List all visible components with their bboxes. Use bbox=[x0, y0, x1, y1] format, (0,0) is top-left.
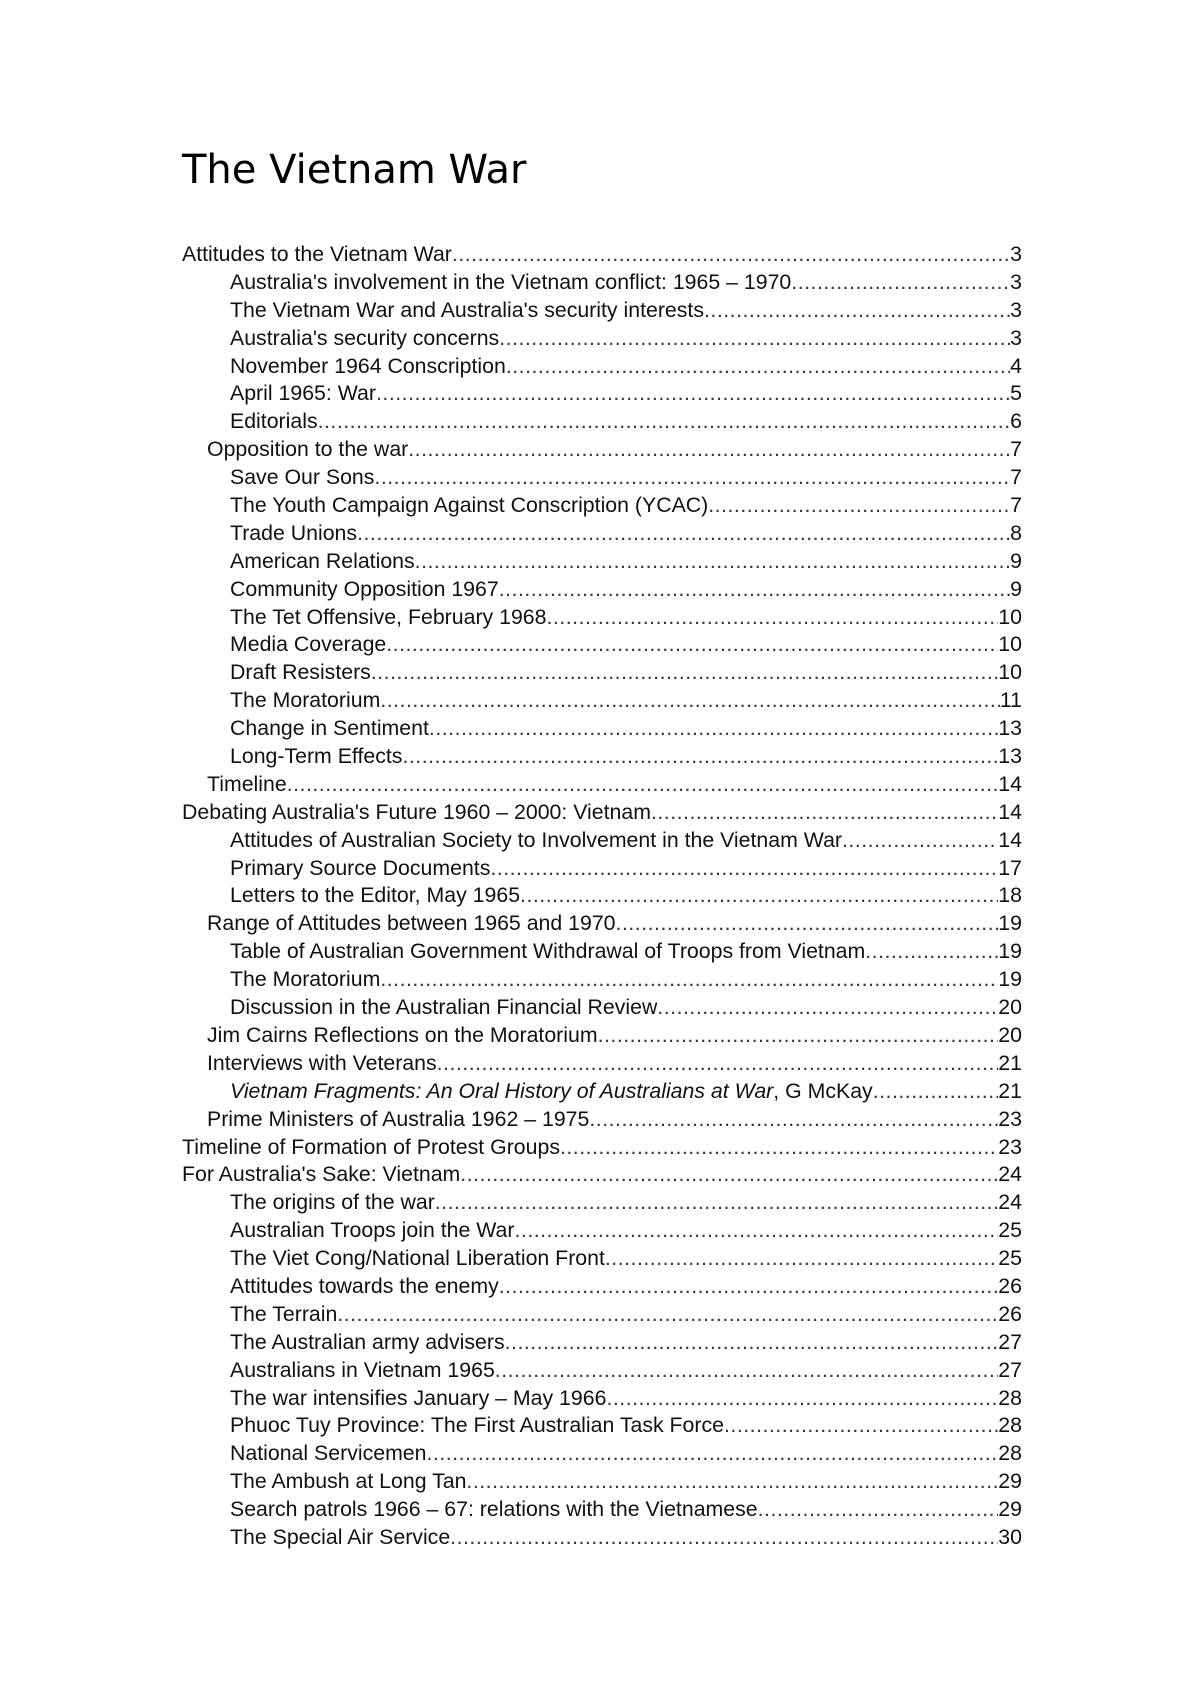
toc-entry-title: Range of Attitudes between 1965 and 1970 bbox=[207, 911, 616, 936]
toc-entry[interactable] bbox=[182, 1217, 1022, 1245]
toc-page-number: 3 bbox=[1010, 269, 1022, 294]
toc-entry-label bbox=[230, 1189, 435, 1217]
toc-page-number: 29 bbox=[998, 1497, 1022, 1522]
toc-page-number: 21 bbox=[998, 1050, 1022, 1075]
toc-page-number: 28 bbox=[998, 1413, 1022, 1438]
toc-dot-leader bbox=[865, 938, 998, 966]
toc-entry-title: Community Opposition 1967 bbox=[230, 576, 499, 601]
toc-dot-leader bbox=[450, 1524, 998, 1552]
toc-page-number: 19 bbox=[998, 967, 1022, 992]
toc-entry-title: Opposition to the war bbox=[207, 437, 409, 462]
toc-entry-label bbox=[182, 1161, 460, 1189]
toc-entry[interactable] bbox=[182, 1189, 1022, 1217]
toc-entry-title: Australians in Vietnam 1965 bbox=[230, 1357, 495, 1382]
toc-entry-title: November 1964 Conscription bbox=[230, 353, 506, 378]
toc-page-number: 13 bbox=[998, 716, 1022, 741]
toc-entry-label bbox=[207, 910, 616, 938]
toc-entry[interactable] bbox=[182, 269, 1022, 297]
toc-entry[interactable] bbox=[182, 1050, 1022, 1078]
toc-page-number: 11 bbox=[999, 688, 1022, 713]
toc-entry-title: The Youth Campaign Against Conscription (YCAC) bbox=[230, 493, 709, 518]
toc-page-number: 3 bbox=[1010, 325, 1022, 350]
toc-entry[interactable] bbox=[182, 1273, 1022, 1301]
toc-page-number: 3 bbox=[1010, 242, 1022, 266]
toc-entry-label bbox=[230, 631, 386, 659]
toc-dot-leader bbox=[499, 1273, 999, 1301]
toc-entry-title: The Tet Offensive, February 1968 bbox=[230, 604, 547, 629]
toc-page-number: 24 bbox=[998, 1190, 1022, 1215]
toc-dot-leader bbox=[499, 325, 1010, 353]
toc-page-number: 13 bbox=[998, 744, 1022, 769]
toc-dot-leader bbox=[589, 1106, 998, 1134]
toc-entry-title: Discussion in the Australian Financial Review bbox=[230, 995, 658, 1020]
toc-entry-label bbox=[230, 1078, 873, 1106]
toc-page-number: 27 bbox=[998, 1329, 1022, 1354]
toc-entry-title: The Australian army advisers bbox=[230, 1329, 505, 1354]
toc-page-number: 7 bbox=[1010, 465, 1022, 490]
toc-dot-leader bbox=[791, 269, 1010, 297]
toc-entry[interactable] bbox=[182, 1301, 1022, 1329]
toc-entry-label bbox=[230, 464, 374, 492]
toc-page-number: 21 bbox=[998, 1078, 1022, 1103]
toc-entry[interactable] bbox=[182, 1385, 1022, 1413]
toc-entry-title: Long-Term Effects bbox=[230, 744, 403, 769]
toc-page-number: 14 bbox=[998, 799, 1022, 824]
toc-entry-title: Attitudes to the Vietnam War bbox=[182, 242, 452, 266]
toc-entry[interactable] bbox=[182, 436, 1022, 464]
toc-entry-label bbox=[207, 1050, 437, 1078]
toc-entry[interactable] bbox=[182, 353, 1022, 381]
toc-dot-leader bbox=[287, 771, 999, 799]
toc-entry[interactable] bbox=[182, 1106, 1022, 1134]
toc-dot-leader bbox=[514, 1217, 998, 1245]
toc-entry-title: The origins of the war bbox=[230, 1190, 435, 1215]
toc-dot-leader bbox=[873, 1078, 999, 1106]
toc-dot-leader bbox=[318, 408, 1011, 436]
toc-entry-title: Phuoc Tuy Province: The First Australian Task Force bbox=[230, 1413, 724, 1438]
toc-entry-title: Letters to the Editor, May 1965 bbox=[230, 883, 521, 908]
toc-entry-title: April 1965: War bbox=[230, 381, 376, 406]
toc-dot-leader bbox=[435, 1189, 999, 1217]
toc-entry-label bbox=[230, 1357, 495, 1385]
toc-entry[interactable] bbox=[182, 1022, 1022, 1050]
toc-entry-title: Australia's security concerns bbox=[230, 325, 500, 350]
toc-entry-label bbox=[230, 325, 499, 353]
toc-entry-label bbox=[230, 380, 376, 408]
toc-entry-title: Table of Australian Government Withdrawal of Troops from Vietnam bbox=[230, 939, 866, 964]
toc-entry-label bbox=[230, 994, 657, 1022]
toc-entry-label bbox=[230, 1301, 337, 1329]
toc-entry[interactable] bbox=[182, 1524, 1022, 1552]
toc-entry-title: Interviews with Veterans bbox=[207, 1050, 437, 1075]
toc-page-number: 10 bbox=[998, 632, 1022, 657]
toc-entry-label bbox=[230, 715, 429, 743]
toc-entry[interactable] bbox=[182, 520, 1022, 548]
toc-page-number: 29 bbox=[998, 1469, 1022, 1494]
toc-entry-title: Attitudes of Australian Society to Involvement in the Vietnam War bbox=[230, 827, 843, 852]
toc-dot-leader bbox=[371, 659, 998, 687]
toc-page-number: 14 bbox=[998, 771, 1022, 796]
toc-page-number: 19 bbox=[998, 911, 1022, 936]
toc-entry[interactable] bbox=[182, 938, 1022, 966]
toc-entry[interactable] bbox=[182, 827, 1022, 855]
toc-entry-title: Jim Cairns Reflections on the Moratorium bbox=[207, 1022, 598, 1047]
toc-entry-label bbox=[230, 576, 499, 604]
toc-entry-title: Australian Troops join the War bbox=[230, 1218, 515, 1243]
toc-entry-label bbox=[230, 966, 380, 994]
toc-entry[interactable] bbox=[182, 408, 1022, 436]
toc-entry-title: The Ambush at Long Tan bbox=[230, 1469, 467, 1494]
toc-dot-leader bbox=[490, 855, 998, 883]
toc-entry-label bbox=[230, 408, 318, 436]
toc-entry-label bbox=[230, 1329, 505, 1357]
toc-entry-label bbox=[230, 882, 520, 910]
toc-entry-title: American Relations bbox=[230, 548, 415, 573]
toc-page-number: 10 bbox=[998, 660, 1022, 685]
toc-dot-leader bbox=[429, 715, 998, 743]
toc-entry-label bbox=[230, 1245, 605, 1273]
toc-page-number: 20 bbox=[998, 1022, 1022, 1047]
toc-entry-title: Attitudes towards the enemy bbox=[230, 1273, 499, 1298]
toc-entry-title: For Australia's Sake: Vietnam bbox=[182, 1162, 461, 1187]
toc-entry-title: Draft Resisters bbox=[230, 660, 371, 685]
toc-dot-leader bbox=[605, 1245, 998, 1273]
toc-entry-label bbox=[230, 659, 371, 687]
toc-entry[interactable] bbox=[182, 910, 1022, 938]
toc-entry-label bbox=[207, 771, 287, 799]
toc-page-number: 24 bbox=[998, 1162, 1022, 1187]
toc-entry[interactable] bbox=[182, 464, 1022, 492]
toc-entry-label bbox=[230, 855, 490, 883]
toc-dot-leader bbox=[402, 743, 998, 771]
toc-entry[interactable] bbox=[182, 966, 1022, 994]
toc-entry-title: National Servicemen bbox=[230, 1441, 427, 1466]
toc-entry[interactable] bbox=[182, 994, 1022, 1022]
toc-entry-label bbox=[207, 1022, 598, 1050]
toc-entry-label bbox=[230, 1468, 466, 1496]
toc-dot-leader bbox=[724, 1412, 998, 1440]
toc-entry-label bbox=[230, 938, 865, 966]
page-title: The Vietnam War bbox=[182, 147, 527, 193]
toc-entry-title: Change in Sentiment bbox=[230, 716, 429, 741]
toc-entry-title: Prime Ministers of Australia 1962 – 1975 bbox=[207, 1106, 590, 1131]
toc-dot-leader bbox=[598, 1022, 999, 1050]
toc-dot-leader bbox=[506, 353, 1010, 381]
toc-page-number: 5 bbox=[1010, 381, 1022, 406]
toc-entry[interactable] bbox=[182, 325, 1022, 353]
toc-page-number: 6 bbox=[1010, 409, 1022, 434]
toc-dot-leader bbox=[495, 1357, 999, 1385]
toc-page-number: 23 bbox=[998, 1134, 1022, 1159]
toc-entry[interactable] bbox=[182, 1134, 1022, 1162]
toc-dot-leader bbox=[499, 576, 1010, 604]
toc-entry[interactable] bbox=[182, 687, 1022, 715]
toc-entry[interactable] bbox=[182, 659, 1022, 687]
toc-entry[interactable] bbox=[182, 548, 1022, 576]
toc-entry[interactable] bbox=[182, 1412, 1022, 1440]
toc-page-number: 27 bbox=[998, 1357, 1022, 1382]
toc-entry[interactable] bbox=[182, 1440, 1022, 1468]
toc-entry[interactable] bbox=[182, 1468, 1022, 1496]
toc-entry-title: The Moratorium bbox=[230, 967, 381, 992]
toc-page-number: 9 bbox=[1010, 576, 1022, 601]
toc-entry-title: Save Our Sons bbox=[230, 465, 375, 490]
toc-entry[interactable] bbox=[182, 380, 1022, 408]
toc-entry-label bbox=[230, 1217, 514, 1245]
toc-page-number: 30 bbox=[998, 1524, 1022, 1549]
toc-entry-label bbox=[230, 1440, 427, 1468]
toc-entry-label bbox=[182, 241, 452, 269]
toc-entry[interactable] bbox=[182, 1078, 1022, 1106]
toc-entry-title: Trade Unions bbox=[230, 520, 358, 545]
toc-dot-leader bbox=[651, 799, 998, 827]
toc-entry-label bbox=[230, 548, 415, 576]
toc-dot-leader bbox=[408, 436, 1010, 464]
toc-entry-label bbox=[230, 297, 704, 325]
toc-page-number: 17 bbox=[998, 855, 1022, 880]
toc-entry-label bbox=[207, 1106, 589, 1134]
toc-entry-label bbox=[230, 520, 357, 548]
toc-entry-title: Editorials bbox=[230, 409, 318, 434]
toc-entry-label bbox=[230, 743, 402, 771]
toc-dot-leader bbox=[704, 297, 1010, 325]
toc-dot-leader bbox=[466, 1468, 998, 1496]
toc-dot-leader bbox=[546, 604, 998, 632]
toc-entry[interactable] bbox=[182, 241, 1022, 269]
toc-dot-leader bbox=[380, 966, 998, 994]
toc-entry[interactable] bbox=[182, 631, 1022, 659]
toc-entry-title: Debating Australia's Future 1960 – 2000: Vietnam bbox=[182, 799, 651, 824]
toc-page-number: 3 bbox=[1010, 297, 1022, 322]
toc-entry-title: Search patrols 1966 – 67: relations with the Vietnamese bbox=[230, 1497, 758, 1522]
toc-dot-leader bbox=[460, 1161, 998, 1189]
toc-page-number: 8 bbox=[1010, 520, 1022, 545]
toc-entry[interactable] bbox=[182, 882, 1022, 910]
toc-page-number: 14 bbox=[998, 827, 1022, 852]
toc-entry[interactable] bbox=[182, 1357, 1022, 1385]
toc-page-number: 20 bbox=[998, 995, 1022, 1020]
toc-dot-leader bbox=[357, 520, 1010, 548]
toc-entry-label bbox=[182, 799, 651, 827]
toc-entry-label bbox=[182, 1134, 560, 1162]
toc-entry-label bbox=[230, 827, 842, 855]
toc-entry-title: Timeline of Formation of Protest Groups bbox=[182, 1134, 560, 1159]
toc-entry-title: The Terrain bbox=[230, 1301, 338, 1326]
toc-dot-leader bbox=[437, 1050, 999, 1078]
toc-entry[interactable] bbox=[182, 297, 1022, 325]
toc-entry-label bbox=[230, 1412, 724, 1440]
toc-dot-leader bbox=[520, 882, 998, 910]
toc-entry-title: Vietnam Fragments: An Oral History of Australians at War bbox=[230, 1078, 774, 1103]
toc-dot-leader bbox=[427, 1440, 999, 1468]
toc-entry-label bbox=[230, 269, 791, 297]
toc-entry[interactable] bbox=[182, 855, 1022, 883]
toc-page-number: 10 bbox=[998, 604, 1022, 629]
toc-entry-title: The Vietnam War and Australia's security interests bbox=[230, 297, 704, 322]
toc-entry-title: The Moratorium bbox=[230, 688, 381, 713]
toc-entry-title: The war intensifies January – May 1966 bbox=[230, 1385, 607, 1410]
toc-dot-leader bbox=[505, 1329, 999, 1357]
toc-page-number: 19 bbox=[998, 939, 1022, 964]
toc-entry[interactable] bbox=[182, 1161, 1022, 1189]
toc-entry-label bbox=[230, 353, 506, 381]
toc-dot-leader bbox=[376, 380, 1010, 408]
toc-page-number: 25 bbox=[998, 1218, 1022, 1243]
toc-entry[interactable] bbox=[182, 1245, 1022, 1273]
toc-page-number: 18 bbox=[998, 883, 1022, 908]
toc-dot-leader bbox=[380, 687, 1000, 715]
toc-entry-title: The Special Air Service bbox=[230, 1524, 451, 1549]
toc-entry-label bbox=[230, 492, 708, 520]
toc-dot-leader bbox=[452, 241, 1010, 269]
toc-entry-label bbox=[230, 687, 380, 715]
toc-entry[interactable] bbox=[182, 492, 1022, 520]
toc-entry[interactable] bbox=[182, 1329, 1022, 1357]
toc-entry[interactable] bbox=[182, 604, 1022, 632]
toc-page-number: 26 bbox=[998, 1273, 1022, 1298]
toc-entry[interactable] bbox=[182, 771, 1022, 799]
toc-dot-leader bbox=[337, 1301, 998, 1329]
toc-entry[interactable] bbox=[182, 576, 1022, 604]
toc-dot-leader bbox=[606, 1385, 998, 1413]
toc-entry[interactable] bbox=[182, 799, 1022, 827]
toc-entry-title: The Viet Cong/National Liberation Front bbox=[230, 1246, 605, 1271]
toc-dot-leader bbox=[415, 548, 1010, 576]
toc-page-number: 23 bbox=[998, 1106, 1022, 1131]
toc-dot-leader bbox=[560, 1134, 998, 1162]
toc-dot-leader bbox=[386, 631, 998, 659]
toc-entry[interactable] bbox=[182, 743, 1022, 771]
toc-dot-leader bbox=[708, 492, 1010, 520]
toc-page-number: 9 bbox=[1010, 548, 1022, 573]
toc-entry-label bbox=[230, 1385, 606, 1413]
toc-entry-label bbox=[207, 436, 408, 464]
toc-page-number: 25 bbox=[998, 1246, 1022, 1271]
toc-entry-label bbox=[230, 604, 546, 632]
toc-entry[interactable] bbox=[182, 715, 1022, 743]
toc-dot-leader bbox=[842, 827, 998, 855]
table-of-contents bbox=[182, 241, 1022, 1552]
toc-entry-title: Timeline bbox=[207, 771, 287, 796]
toc-page-number: 28 bbox=[998, 1441, 1022, 1466]
toc-entry-label bbox=[230, 1273, 499, 1301]
toc-entry-author: , G McKay bbox=[773, 1078, 873, 1103]
toc-page-number: 28 bbox=[998, 1385, 1022, 1410]
toc-entry-title: Media Coverage bbox=[230, 632, 387, 657]
toc-page-number: 26 bbox=[998, 1301, 1022, 1326]
toc-dot-leader bbox=[616, 910, 999, 938]
toc-page-number: 7 bbox=[1010, 437, 1022, 462]
toc-page-number: 7 bbox=[1010, 493, 1022, 518]
toc-entry-label bbox=[230, 1524, 450, 1552]
toc-entry[interactable] bbox=[182, 1496, 1022, 1524]
toc-entry-title: Australia's involvement in the Vietnam conflict: 1965 – 1970 bbox=[230, 269, 792, 294]
toc-dot-leader bbox=[758, 1496, 999, 1524]
toc-entry-title: Primary Source Documents bbox=[230, 855, 491, 880]
toc-dot-leader bbox=[657, 994, 998, 1022]
toc-entry-label bbox=[230, 1496, 758, 1524]
toc-page-number: 4 bbox=[1010, 353, 1022, 378]
toc-dot-leader bbox=[374, 464, 1010, 492]
